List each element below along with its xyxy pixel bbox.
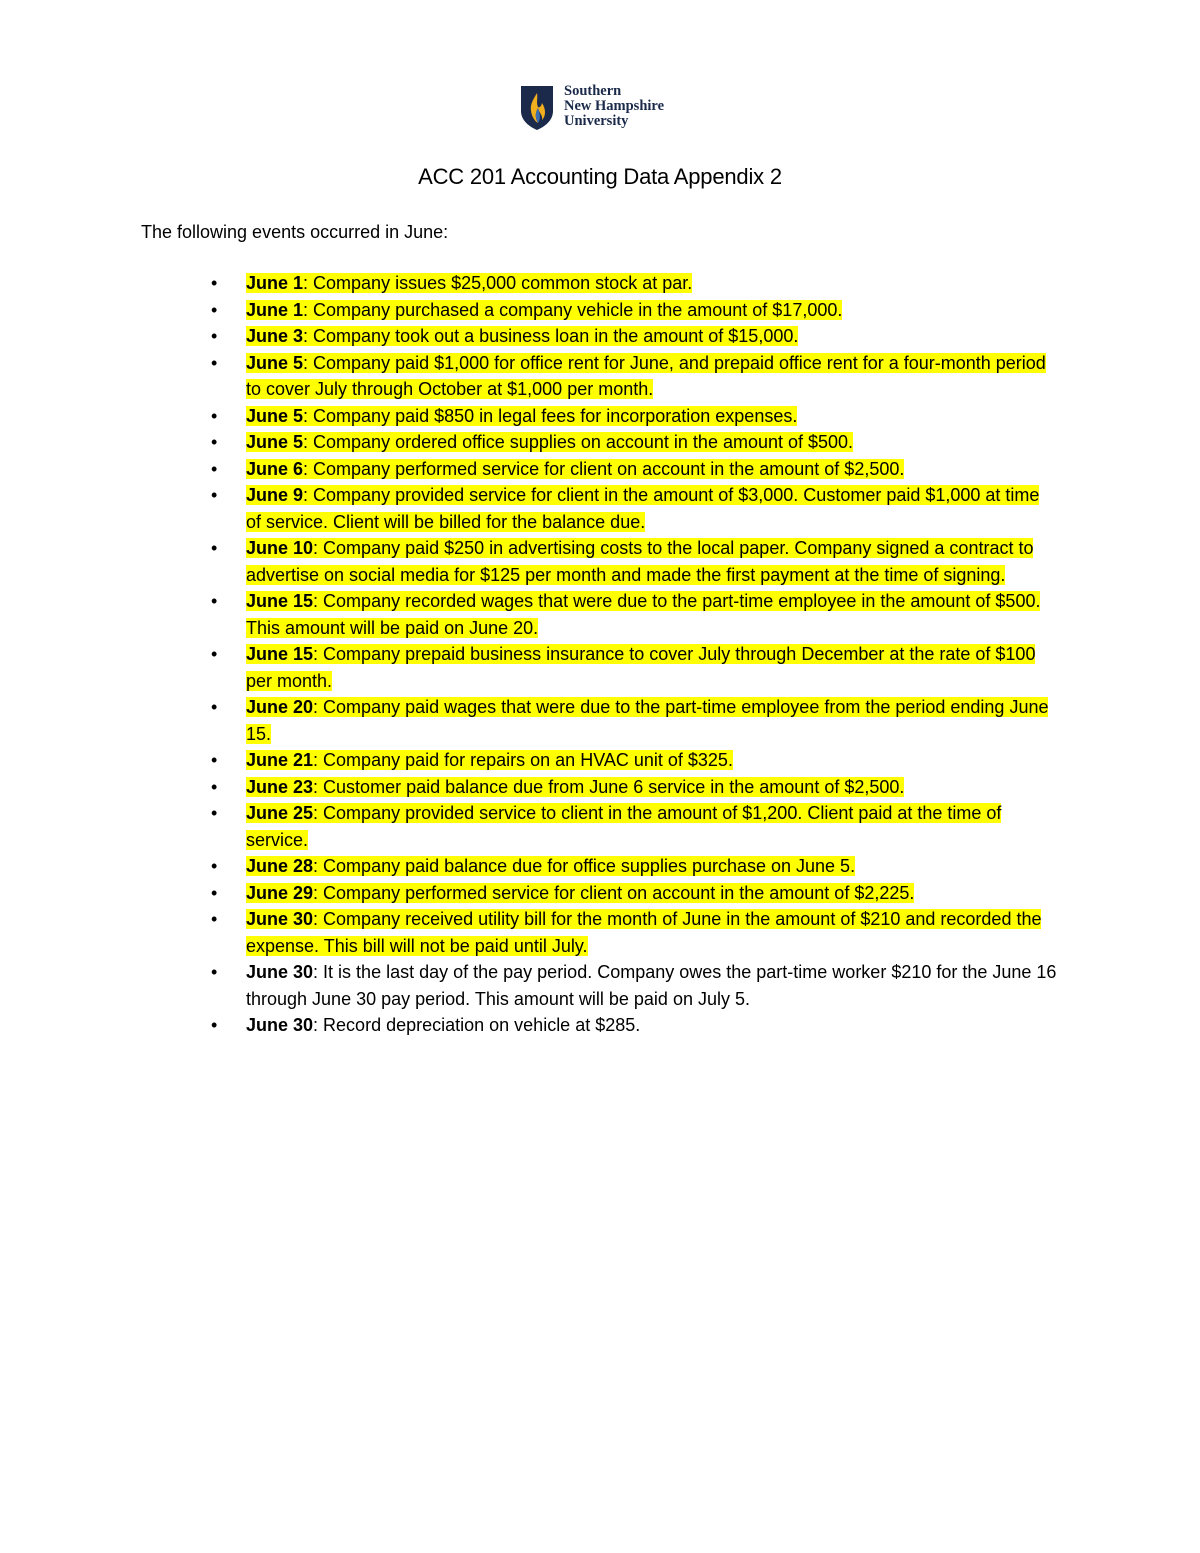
event-text [246,750,733,770]
event-item [0,403,1058,430]
event-item [0,853,1058,880]
event-item [0,429,1058,456]
event-text [246,326,798,346]
bullet-icon: • [211,432,218,452]
bullet-icon: • [211,326,218,346]
event-item [0,350,1058,403]
event-date: June 30 [246,1015,314,1035]
event-description: : Record depreciation on vehicle at $285. [313,1015,641,1035]
event-item [0,800,1058,853]
intro-text: The following events occurred in June: [141,222,449,242]
event-date: June 6 [246,458,304,479]
bullet-icon: • [211,803,218,823]
bullet-icon: • [211,1015,218,1035]
event-date: June 1 [246,273,304,293]
event-text [246,591,1040,638]
event-text [246,962,1056,1009]
event-text [246,803,1001,850]
event-description: : Company paid $850 in legal fees for incorporation expenses. [303,405,798,426]
bullet-icon: • [211,273,218,293]
event-description: : Company purchased a company vehicle in the amount of $17,000. [303,299,843,320]
event-item [0,959,1058,1012]
event-description: : Company received utility bill for the month of June in the amount of $210 and recorded the expense. This bill will not be paid until July. [246,909,1042,956]
event-text [246,697,1048,744]
bullet-icon: • [211,644,218,664]
event-date: June 20 [246,697,314,717]
event-text [246,777,904,797]
event-date: June 30 [246,909,314,929]
event-item [0,588,1058,641]
event-item [0,906,1058,959]
university-logo [520,84,664,131]
event-date: June 5 [246,432,304,452]
event-description: : Company issues $25,000 common stock at par. [303,273,693,293]
event-date: June 15 [246,644,314,664]
bullet-icon: • [211,405,218,426]
bullet-icon: • [211,962,218,982]
events-list [0,270,1200,1039]
bullet-icon: • [211,750,218,770]
event-date: June 5 [246,352,304,373]
event-text [246,538,1033,585]
event-description: : Company paid balance due for office supplies purchase on June 5. [313,856,856,876]
event-text [246,459,904,479]
event-item [0,535,1058,588]
event-description: : Company ordered office supplies on account in the amount of $500. [303,432,854,452]
document-title: ACC 201 Accounting Data Appendix 2 [418,164,782,189]
event-date: June 23 [246,776,314,797]
event-text [246,883,914,903]
event-date: June 10 [246,538,314,558]
event-description: : It is the last day of the pay period. Company owes the part-time worker $210 for the June 16 through June 30 pay period. This amount will be paid on July 5. [246,962,1057,1009]
event-description: : Company provided service for client in the amount of $3,000. Customer paid $1,000 at time of service. Client will be billed for the balance due. [246,485,1040,532]
event-item [0,694,1058,747]
bullet-icon: • [211,856,218,876]
logo-wordmark [564,84,664,129]
event-item [0,270,1058,297]
bullet-icon: • [211,485,218,505]
event-date: June 9 [246,485,304,505]
event-text [246,406,797,426]
event-item [0,456,1058,483]
event-date: June 29 [246,882,314,903]
event-item [0,774,1058,801]
bullet-icon: • [211,909,218,929]
event-description: : Company performed service for client on account in the amount of $2,500. [303,458,905,479]
event-description: : Company paid wages that were due to the part-time employee from the period ending June 15. [246,697,1049,744]
event-description: : Company took out a business loan in the amount of $15,000. [303,326,799,346]
event-date: June 21 [246,750,314,770]
event-description: : Customer paid balance due from June 6 service in the amount of $2,500. [313,776,905,797]
event-item [0,641,1058,694]
event-description: : Company recorded wages that were due to the part-time employee in the amount of $500. This amount will be paid on June 20. [246,591,1041,638]
event-item [0,323,1058,350]
event-description: : Company paid for repairs on an HVAC unit of $325. [313,750,733,770]
event-date: June 15 [246,591,314,611]
event-text [246,909,1041,956]
event-text [246,1015,640,1035]
event-date: June 30 [246,962,314,982]
event-date: June 28 [246,856,314,876]
event-text [246,432,853,452]
logo-line-1: Southern [564,83,622,99]
event-date: June 1 [246,299,304,320]
bullet-icon: • [211,352,218,373]
bullet-icon: • [211,538,218,558]
bullet-icon: • [211,697,218,717]
logo-line-2: New Hampshire [564,98,665,114]
bullet-icon: • [211,882,218,903]
event-description: : Company paid $250 in advertising costs to the local paper. Company signed a contract to advertise on social media for $125 per month and made the first payment at the time of signing. [246,538,1034,585]
event-item [0,747,1058,774]
event-text [246,485,1039,532]
bullet-icon: • [211,299,218,320]
event-date: June 3 [246,326,304,346]
event-date: June 5 [246,405,304,426]
event-item [0,482,1058,535]
event-item [0,297,1058,324]
event-text [246,300,842,320]
event-text [246,644,1035,691]
event-item [0,880,1058,907]
bullet-icon: • [211,591,218,611]
event-description: : Company prepaid business insurance to cover July through December at the rate of $100 per month. [246,644,1036,691]
event-text [246,273,692,293]
event-date: June 25 [246,803,314,823]
event-description: : Company paid $1,000 for office rent for June, and prepaid office rent for a four-month period to cover July through October at $1,000 per month. [246,352,1046,399]
event-description: : Company provided service to client in the amount of $1,200. Client paid at the time of service. [246,803,1002,850]
event-text [246,856,855,876]
event-description: : Company performed service for client on account in the amount of $2,225. [313,882,915,903]
event-item [0,1012,1058,1039]
flame-shield-icon [520,85,554,131]
logo-line-3: University [564,113,629,129]
bullet-icon: • [211,776,218,797]
bullet-icon: • [211,458,218,479]
event-text [246,353,1046,400]
